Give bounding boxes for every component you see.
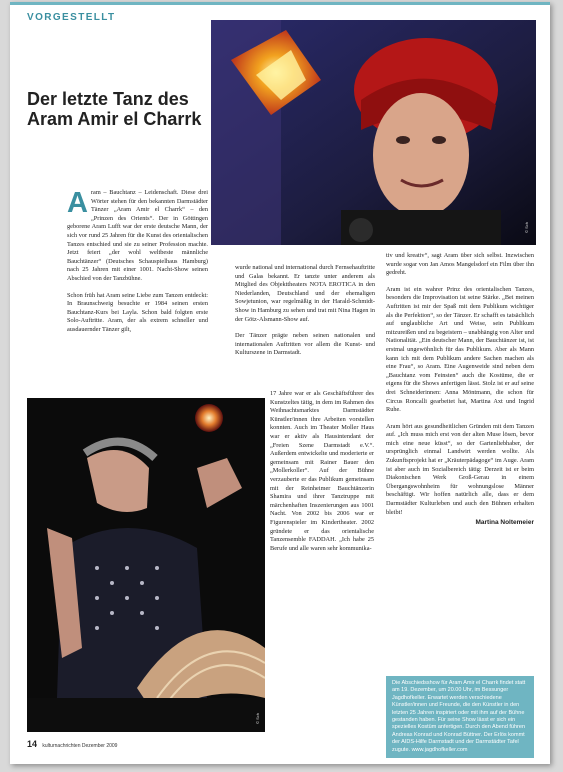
dancer-photo: [27, 398, 265, 732]
headline: Der letzte Tanz des Aram Amir el Charrk: [27, 89, 202, 129]
article-paragraph: wurde national und international durch Fernsehauftritte und Galas bekannt. Er tanzte unter anderem als Mitglied des Objekttheaters NOTA EROTICA in den Niederlanden, Deutschland und der ehemaligen Sowjetunion, war regelmäßig in der Harald-Schmidt-Show in Hamburg zu sehen und trat mit Nina Hagen in der Götz-Alsmann-Show auf.: [235, 264, 375, 323]
dancer-photo-image: [27, 398, 265, 732]
article-paragraph: Der Tänzer prägte neben seinen nationalen und internationalen Auftritten vor allem die Kunst- und Kulturszene in Darmstadt.: [235, 332, 375, 357]
article-paragraph: Aram ist ein wahrer Prinz des orientalischen Tanzes, besonders die Improvisation ist seine Stärke. „Bei meinen Auftritten ist mir der Spaß mit dem Publikum wichtiger als die Perfektion“, so der Tänzer. Er schafft es tatsächlich auf unglaubliche Art und Weise, sein Publikum mitzureißen und zu begeistern – unabhängig von Alter und Nationalität. „Ein deutscher Mann, der Bauchtänzer ist, ist erstmal ungewöhnlich für das Publikum. Aber als Mann kann ich mit dem Publikum andere Sachen machen als eine Frau“, so Aram. Eine Augenweide sind neben dem „Bauchtanz vom Feinsten“ auch die Kostüme, die er eigens für die Shows anfertigen lässt. Stolz ist er auf seine drei Schneiderinnen: Anna Möntmann, die schon für Circus Roncalli gearbeitet hat, Martina Axt und Ingrid Ruhe.: [386, 285, 534, 414]
event-info-box: Die Abschiedsshow für Aram Amir el Charrk findet statt am 19. Dezember, um 20.00 Uhr, im Bessunger Jagdhofkeller. Erwartet werden verschiedene Künstler/innen und Freunde, die den Künstler in den letzten 25 Jahren inspiriert oder mit ihm auf der Bühne gestanden haben. Für seine Show lässt er sich ein spezielles Kostüm anfertigen. Durch den Abend führen Andreas Konrad und Konrad Büttner. Der Erlös kommt der AIDS-Hilfe Darmstadt und der Darmstädter Tafel zugute. www.jagdhofkeller.com: [386, 676, 534, 758]
portrait-photo: [211, 20, 536, 245]
portrait-photo-image: [211, 20, 536, 245]
magazine-page: [10, 2, 550, 764]
photo-credit: © Sch: [523, 222, 529, 233]
publication-name: kulturnachrichten: [42, 743, 81, 749]
section-label: VORGESTELLT: [27, 12, 116, 23]
article-paragraph: tiv und kreativ“, sagt Aram über sich selbst. Inzwischen wurde sogar von Jan Amos Mangelsdorf ein Film über ihn gedreht.: [386, 252, 534, 277]
page-footer: [27, 739, 117, 749]
drop-cap: A: [67, 187, 88, 219]
article-column-2-lower: [270, 390, 374, 561]
article-paragraph: Schon früh hat Aram seine Liebe zum Tanzen entdeckt: In Braunschweig besuchte er 1984 seinen ersten Bauchtanz-Kurs bei Layla. Schon bald folgten erste Solo-Auftritte. Aram, der als extrem schneller und ausdauernder Tänzer gilt,: [67, 291, 208, 333]
article-paragraph: Aram hört aus gesundheitlichen Gründen mit dem Tanzen auf. „Ich muss mich erst von der alten Muse lösen, bevor mich eine neue küsst“, so der Gartenliebhaber, der ursprünglich einmal Landwirt werden wollte. Als Zukunftsprojekt hat er „Kräuterpädagoge“ im Auge. Aram ist aber auch im Sozialbereich tätig: Derzeit ist er beim Diakonischen Werk Groß-Gerau in einem Übergangswohnheim für wohnungslose Männer beschäftigt. Wir hoffen natürlich alle, dass er dem Darmstädter Kulturleben und auch den Bühnen erhalten bleibt!: [386, 422, 534, 516]
article-paragraph: 17 Jahre war er als Geschäftsführer des Kunstzeltes tätig, in dem im Rahmen des Weihnachtsmarktes Darmstädter Künstler/innen ihre Arbeiten vorstellen konnten. Auch im Theater Moller Haus war er aktiv als Hausintendant der „Freien Szene Darmstadt e.V.“. Außerdem entwickelte und moderierte er gemeinsam mit Rainer Bauer den „Mollerkoller“. Auf der Bühne verzauberte er das Publikum gemeinsam mit der Reinheimer Bauchtänzerin Shamira und ihrer Tanztruppe mit märchenhaften Inszenierungen aus 1001 Nacht. Von 2002 bis 2006 war er Figurenspieler im Kindertheater. 2002 gründete er das orientalische Tanzensemble FADDAH. „Ich habe 25 Berufe und alle waren sehr kommunika-: [270, 390, 374, 552]
article-column-2: [235, 264, 375, 366]
photo-credit: © Sch: [254, 713, 260, 724]
article-column-3: [386, 252, 534, 528]
issue-date: Dezember 2009: [81, 743, 118, 749]
page-number: 14: [27, 739, 38, 749]
top-accent-line: [10, 2, 550, 5]
article-paragraph: Aram – Bauchtanz – Leidenschaft. Diese drei Wörter stehen für den bekannten Darmstädter Tänzer „Aram Amir el Charrk“ – den „Prinzen des Orients“. Der in Göttingen geborene Aram Lufft war der erste deutsche Mann, der sich vor rund 25 Jahren für die Kunst des orientalischen Tanzes entschied und sie zu seiner Profession machte. Jetzt feiert „der wohl weltbeste männliche Bauchtänzer“ (Deutsches Schauspielhaus Hamburg) nach 25 Jahren mit einer 1001. Nacht-Show seinen Abschied von der Tanzbühne.: [67, 187, 208, 282]
author-name: Martina Noltemeier: [475, 519, 534, 527]
article-column-1: [67, 189, 208, 343]
